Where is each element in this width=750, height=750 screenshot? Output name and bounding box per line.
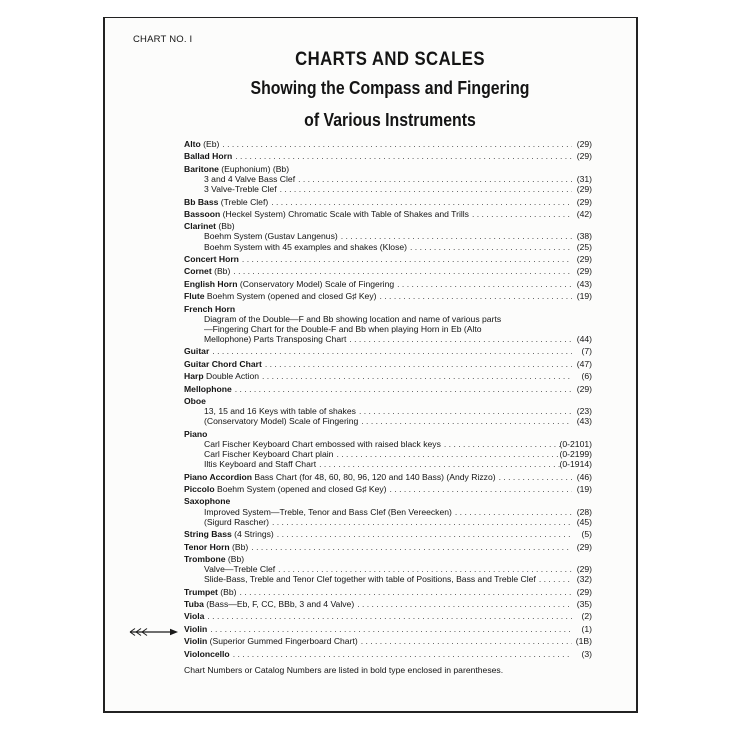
dot-leader <box>239 254 572 264</box>
dot-leader <box>338 231 572 241</box>
index-entry <box>184 384 592 394</box>
instrument-description: Double Action <box>203 371 260 382</box>
entry-subline <box>184 242 592 252</box>
instrument-name: Viola <box>184 611 205 622</box>
entry-line <box>184 636 592 646</box>
chart-number-ref: (19) <box>576 484 592 494</box>
dot-leader <box>536 574 572 584</box>
dot-leader <box>407 242 572 252</box>
entry-line <box>184 164 592 174</box>
chart-number-ref: (45) <box>576 516 592 527</box>
entry-subline <box>184 439 592 449</box>
instrument-name: Oboe <box>184 395 206 406</box>
entry-subline <box>184 459 592 469</box>
dot-leader <box>356 406 572 416</box>
index-entry <box>184 587 592 597</box>
dot-leader <box>469 209 572 219</box>
entry-subline <box>184 184 592 194</box>
dot-leader <box>316 459 559 469</box>
subentry-text: 3 and 4 Valve Bass Clef <box>204 173 296 184</box>
entry-line <box>184 371 592 381</box>
entry-subline <box>184 324 592 334</box>
instrument-name: English Horn <box>184 278 238 289</box>
instrument-name: Mellophone <box>184 383 232 394</box>
dot-leader <box>230 266 572 276</box>
instrument-name: Cornet <box>184 266 212 277</box>
entry-line <box>184 472 592 482</box>
subentry-text: (Conservatory Model) Scale of Fingering <box>204 416 359 427</box>
index-entry <box>184 429 592 470</box>
entry-subline <box>184 517 592 527</box>
entry-line <box>184 221 592 231</box>
index-entry <box>184 599 592 609</box>
entry-line <box>184 346 592 356</box>
instrument-description: Boehm System (opened and closed G♯ Key) <box>204 291 377 302</box>
index-entry <box>184 221 592 252</box>
index-entry <box>184 371 592 381</box>
pointer-arrow-icon <box>128 628 178 636</box>
instrument-name: Flute <box>184 291 205 302</box>
instrument-description: (Bb) <box>211 266 231 277</box>
dot-leader <box>358 636 572 646</box>
subentry-text: —Fingering Chart for the Double-F and Bb when playing Horn in Eb (Alto <box>204 323 482 334</box>
subentry-text: Carl Fischer Keyboard Chart embossed with raised black keys <box>204 438 441 449</box>
chart-number-ref: (2) <box>581 611 592 622</box>
index-entry <box>184 304 592 345</box>
entry-subline <box>184 174 592 184</box>
instrument-description: (Bb) <box>216 221 235 232</box>
chart-number: CHART NO. I <box>133 34 193 45</box>
chart-number-ref: (25) <box>576 241 592 252</box>
chart-number-ref: (42) <box>576 208 592 219</box>
chart-number-ref: (29) <box>576 541 592 552</box>
page-subtitle-line2: of Various Instruments <box>304 110 476 130</box>
entry-line <box>184 587 592 597</box>
instrument-name: Guitar Chord Chart <box>184 358 262 369</box>
chart-number-ref: (47) <box>576 358 592 369</box>
chart-number-ref: (23) <box>576 406 592 417</box>
dot-leader <box>268 197 572 207</box>
chart-number-ref: (32) <box>576 574 592 585</box>
index-entry <box>184 396 592 427</box>
chart-number-ref: (7) <box>581 346 592 357</box>
index-entry <box>184 611 592 621</box>
entry-subline <box>184 574 592 584</box>
dot-leader <box>333 449 559 459</box>
entry-line <box>184 279 592 289</box>
entry-subline <box>184 314 592 324</box>
instrument-description: (Bb) <box>217 586 237 597</box>
subentry-text: Diagram of the Double—F and Bb showing location and name of various parts <box>204 313 502 324</box>
instrument-name: Ballad Horn <box>184 151 233 162</box>
dot-leader <box>277 184 572 194</box>
chart-number-ref: (43) <box>576 416 592 427</box>
entry-line <box>184 254 592 264</box>
index-entry <box>184 472 592 482</box>
dot-leader <box>207 624 572 634</box>
chart-number-ref: (1) <box>581 623 592 634</box>
entry-line <box>184 624 592 634</box>
chart-number-ref: (44) <box>576 334 592 345</box>
chart-number-ref: (29) <box>576 586 592 597</box>
dot-leader <box>377 291 573 301</box>
index-entry <box>184 279 592 289</box>
chart-number-ref: (29) <box>576 266 592 277</box>
subentry-text: Carl Fischer Keyboard Chart plain <box>204 449 334 460</box>
chart-number-ref: (29) <box>576 254 592 264</box>
dot-leader <box>248 542 572 552</box>
instrument-name: Concert Horn <box>184 254 239 264</box>
entry-subline <box>184 416 592 426</box>
instrument-name: Violoncello <box>184 648 230 659</box>
instrument-description: (Treble Clef) <box>218 196 269 207</box>
instrument-description: (Conservatory Model) Scale of Fingering <box>237 278 395 289</box>
instrument-name: Trumpet <box>184 586 218 597</box>
entry-line <box>184 151 592 161</box>
entry-line <box>184 599 592 609</box>
entry-line <box>184 611 592 621</box>
instrument-description: (Bass—Eb, F, CC, BBb, 3 and 4 Valve) <box>203 599 355 609</box>
entry-line <box>184 542 592 552</box>
footer-note: Chart Numbers or Catalog Numbers are listed in bold type enclosed in parentheses. <box>184 665 504 675</box>
dot-leader <box>358 416 572 426</box>
instrument-name: Bassoon <box>184 208 221 219</box>
instrument-name: String Bass <box>184 529 232 540</box>
chart-number-ref: (31) <box>576 173 592 184</box>
instrument-name: Violin <box>184 636 208 647</box>
dot-leader <box>230 649 572 659</box>
entry-line <box>184 396 592 406</box>
dot-leader <box>262 359 572 369</box>
instrument-description: (Euphonium) (Bb) <box>218 163 290 174</box>
chart-number-ref: (6) <box>581 371 592 382</box>
dot-leader <box>274 529 572 539</box>
index-entry <box>184 484 592 494</box>
chart-number-ref: (46) <box>576 471 592 482</box>
chart-number-ref: (38) <box>576 231 592 242</box>
instrument-name: Tuba <box>184 599 204 609</box>
index-entry <box>184 554 592 585</box>
entry-line <box>184 649 592 659</box>
subentry-text: 3 Valve-Treble Clef <box>204 184 277 195</box>
entry-line <box>184 484 592 494</box>
instrument-description: (4 Strings) <box>231 529 274 540</box>
chart-number-ref: (1B) <box>575 636 592 647</box>
entry-line <box>184 384 592 394</box>
instrument-name: Harp <box>184 371 204 382</box>
dot-leader <box>275 564 572 574</box>
instrument-description: Boehm System (opened and closed G♯ Key) <box>214 484 387 494</box>
chart-number-ref: (0-2101) <box>559 438 592 449</box>
entry-line <box>184 529 592 539</box>
index-entry <box>184 151 592 161</box>
instrument-description: (Bb) <box>225 553 245 564</box>
subentry-text: Boehm System with 45 examples and shakes (Klose) <box>204 241 408 252</box>
instrument-index-list <box>184 139 592 659</box>
index-entry <box>184 197 592 207</box>
entry-subline <box>184 406 592 416</box>
chart-number-ref: (29) <box>576 184 592 195</box>
instrument-name: French Horn <box>184 303 236 314</box>
instrument-name: Trombone <box>184 553 226 564</box>
entry-subline <box>184 334 592 344</box>
chart-number-ref: (29) <box>576 151 592 162</box>
subentry-text: 13, 15 and 16 Keys with table of shakes <box>204 406 356 417</box>
entry-line <box>184 266 592 276</box>
instrument-name: Piccolo <box>184 484 215 494</box>
instrument-name: Saxophone <box>184 496 231 507</box>
entry-line <box>184 139 592 149</box>
instrument-name: Guitar <box>184 346 210 357</box>
index-entry <box>184 139 592 149</box>
dot-leader <box>209 346 572 356</box>
dot-leader <box>237 587 572 597</box>
entry-line <box>184 496 592 506</box>
dot-leader <box>269 517 572 527</box>
index-entry <box>184 291 592 301</box>
instrument-name: Tenor Horn <box>184 541 230 552</box>
instrument-name: Clarinet <box>184 221 216 232</box>
dot-leader <box>259 371 572 381</box>
dot-leader <box>354 599 572 609</box>
index-entry <box>184 529 592 539</box>
instrument-description: (Heckel System) Chromatic Scale with Table of Shakes and Trills <box>220 208 469 219</box>
index-entry <box>184 266 592 276</box>
index-entry <box>184 649 592 659</box>
chart-number-ref: (0-2199) <box>559 449 592 460</box>
index-entry <box>184 209 592 219</box>
index-entry <box>184 346 592 356</box>
chart-number-ref: (0-1914) <box>559 459 592 470</box>
chart-number-ref: (35) <box>576 599 592 609</box>
instrument-description: Bass Chart (for 48, 60, 80, 96, 120 and 140 Bass) (Andy Rizzo) <box>251 471 496 482</box>
chart-number-ref: (28) <box>576 506 592 517</box>
entry-line <box>184 359 592 369</box>
subentry-text: Iltis Keyboard and Staff Chart <box>204 459 317 470</box>
instrument-name: Piano Accordion <box>184 471 252 482</box>
subentry-text: Boehm System (Gustav Langenus) <box>204 231 338 242</box>
page-subtitle-line1: Showing the Compass and Fingering <box>250 78 530 98</box>
entry-subline <box>184 564 592 574</box>
entry-line <box>184 291 592 301</box>
subentry-text: Valve—Treble Clef <box>204 564 276 575</box>
chart-number-ref: (3) <box>581 648 592 659</box>
chart-number-ref: (29) <box>576 196 592 207</box>
index-entry <box>184 359 592 369</box>
entry-line <box>184 429 592 439</box>
entry-subline <box>184 231 592 241</box>
dot-leader <box>441 439 560 449</box>
index-entry <box>184 254 592 264</box>
dot-leader <box>204 611 572 621</box>
dot-leader <box>232 151 572 161</box>
subentry-text: Improved System—Treble, Tenor and Bass Clef (Ben Vereecken) <box>204 506 452 517</box>
index-entry <box>184 542 592 552</box>
chart-number-ref: (29) <box>576 139 592 149</box>
instrument-name: Piano <box>184 428 208 439</box>
index-entry <box>184 624 592 634</box>
instrument-name: Alto <box>184 139 201 149</box>
entry-line <box>184 554 592 564</box>
page-title: CHARTS AND SCALES <box>295 49 485 70</box>
instrument-description: (Bb) <box>229 541 249 552</box>
instrument-name: Violin <box>184 623 208 634</box>
dot-leader <box>394 279 572 289</box>
chart-number-ref: (5) <box>581 529 592 540</box>
chart-number-ref: (29) <box>576 564 592 575</box>
instrument-description: (Eb) <box>200 139 220 149</box>
instrument-name: Baritone <box>184 163 219 174</box>
dot-leader <box>295 174 572 184</box>
subentry-text: Mellophone) Parts Transposing Chart <box>204 334 347 345</box>
index-entry <box>184 164 592 195</box>
subentry-text: (Sigurd Rascher) <box>204 516 269 527</box>
dot-leader <box>219 139 572 149</box>
chart-number-ref: (29) <box>576 383 592 394</box>
dot-leader <box>232 384 572 394</box>
entry-line <box>184 304 592 314</box>
subentry-text: Slide-Bass, Treble and Tenor Clef together with table of Positions, Bass and Treble Clef <box>204 574 536 585</box>
dot-leader <box>346 334 572 344</box>
chart-number-ref: (19) <box>576 291 592 302</box>
entry-line <box>184 197 592 207</box>
index-entry <box>184 496 592 527</box>
entry-subline <box>184 449 592 459</box>
dot-leader <box>452 507 572 517</box>
dot-leader <box>387 484 572 494</box>
entry-line <box>184 209 592 219</box>
dot-leader <box>496 472 572 482</box>
chart-number-ref: (43) <box>576 278 592 289</box>
instrument-description: (Superior Gummed Fingerboard Chart) <box>207 636 358 647</box>
index-entry <box>184 636 592 646</box>
entry-subline <box>184 507 592 517</box>
instrument-name: Bb Bass <box>184 196 219 207</box>
